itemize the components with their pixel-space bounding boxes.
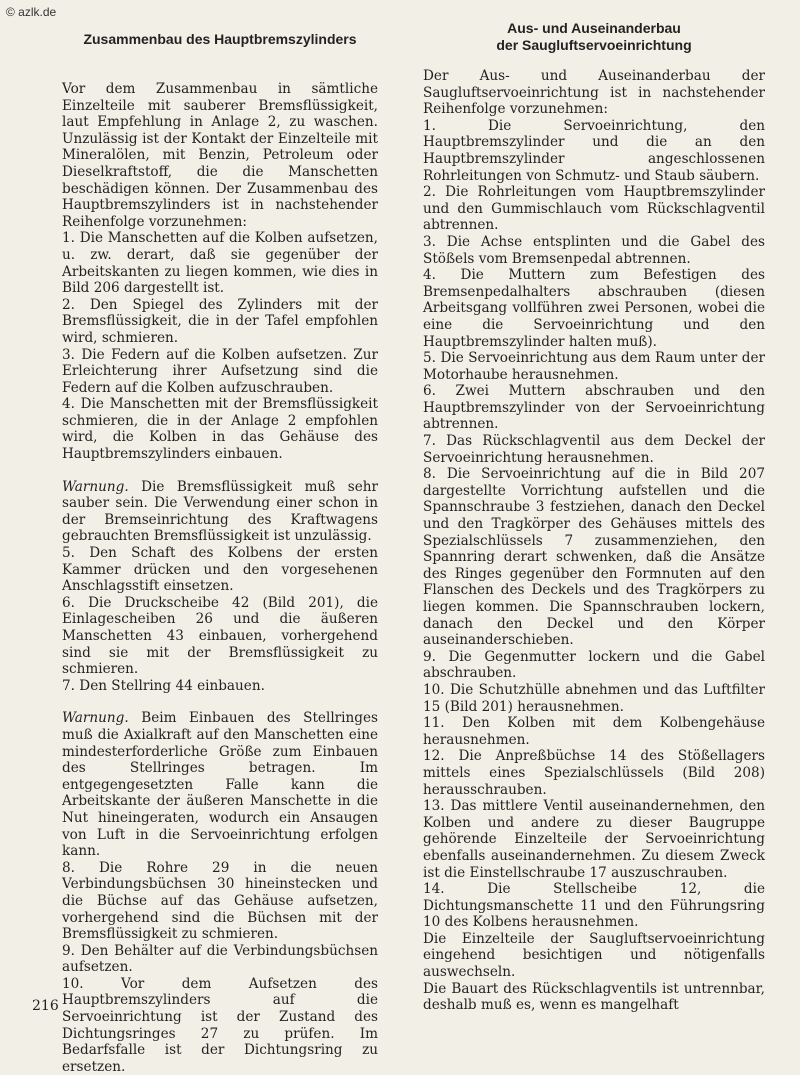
right-step-2: 2. Die Rohrleitungen vom Hauptbremszylinder und den Gummischlauch vom Rückschlagventil abtrennen. (423, 184, 765, 234)
right-step-7: 7. Das Rückschlagventil aus dem Deckel der Servoeinrichtung herausnehmen. (423, 433, 765, 466)
right-step-10: 10. Die Schutzhülle abnehmen und das Luftfilter 15 (Bild 201) herausnehmen. (423, 681, 765, 715)
right-step-6: 6. Zwei Muttern abschrauben und den Hauptbremszylinder von der Servoeinrichtung abtrennen. (423, 383, 765, 433)
right-heading-line-1: Aus- und Auseinanderbau (507, 20, 681, 36)
left-step-7: 7. Den Stellring 44 einbauen. (62, 677, 265, 694)
warning-text: Die Bremsflüssigkeit muß sehr sauber sein. Die Verwendung einer schon in der Bremseinrichtung des Kraftwagens gebrauchten Bremsflüssigkeit ist unzulässig. (62, 478, 378, 545)
warning-text: Beim Einbauen des Stellringes muß die Axialkraft auf den Manschetten eine mindesterforderliche Größe zum Einbauen des Stellringes betragen. Im entgegengesetzten Falle kann die Arbeitskante der äußeren Manschette in die Nut hineingeraten, wodurch ein Ansaugen von Luft in die Servoeinrichtung erfolgen kann. (62, 710, 378, 860)
right-step-13: 13. Das mittlere Ventil auseinandernehmen, den Kolben und andere zu dieser Baugruppe gehörende Einzelteile der Servoeinrichtung ebenfalls auseinandernehmen. Zu diesem Zweck ist die Einstellschraube 17 auszuschrauben. (423, 798, 765, 881)
left-step-10: 10. Vor dem Aufsetzen des Hauptbremszylinders auf die Servoeinrichtung ist der Zustand des Dichtungsringes 27 zu prüfen. Im Bedarfsfalle ist der Dichtungsring zu ersetzen. (62, 975, 378, 1075)
right-step-1: 1. Die Servoeinrichtung, den Hauptbremszylinder und die an den Hauptbremszylinder angeschlossenen Rohrleitungen von Schmutz- und Staub säubern. (423, 117, 765, 184)
warning-label: Warnung. (62, 478, 129, 495)
warning-label: Warnung. (62, 710, 129, 727)
right-heading-line-2: der Saugluftservoeinrichtung (496, 37, 692, 53)
right-step-9: 9. Die Gegenmutter lockern und die Gabel abschrauben. (423, 648, 765, 682)
left-intro-paragraph: Vor dem Zusammenbau in sämtliche Einzelteile mit sauberer Bremsflüssigkeit, laut Empfehlung in Anlage 2, zu waschen. Unzulässig ist der Kontakt der Einzelteile mit Mineralölen, mit Benzin, Petroleum oder Dieselkraftstoff, die die Manschetten beschädigen können. Der Zusammenbau des Hauptbremszylinders ist in nachstehender Reihenfolge vorzunehmen: (62, 81, 378, 230)
left-step-6: 6. Die Druckscheibe 42 (Bild 201), die Einlagescheiben 26 und die äußeren Manschetten 43 einbauen, vorhergehend sind sie mit der Bremsflüssigkeit zu schmieren. (62, 594, 378, 678)
warning-paragraph-1 (62, 479, 378, 545)
right-step-11: 11. Den Kolben mit dem Kolbengehäuse herausnehmen. (423, 715, 765, 748)
right-step-5: 5. Die Servoeinrichtung aus dem Raum unter der Motorhaube herausnehmen. (423, 350, 765, 383)
left-step-2: 2. Den Spiegel des Zylinders mit der Bremsflüssigkeit, die in der Tafel empfohlen wird, schmieren. (62, 296, 378, 346)
right-outro-paragraph-2: Die Bauart des Rückschlagventils ist untrennbar, deshalb muß es, wenn es mangelhaft (423, 980, 765, 1014)
right-heading (423, 20, 765, 54)
right-intro-paragraph: Der Aus- und Auseinanderbau der Saugluftservoeinrichtung ist in nachstehender Reihenfolge vorzunehmen: (423, 68, 765, 118)
warning-paragraph-2 (62, 710, 378, 859)
left-column (62, 20, 378, 1075)
right-step-8: 8. Die Servoeinrichtung auf die in Bild 207 dargestellte Vorrichtung aufstellen und die Spannschraube 3 festziehen, danach den Deckel und den Tragkörper des Gehäuses mittels des Spezialschlüssels 7 zusammenziehen, den Spannring derart schwenken, daß die Ansätze des Ringes gegenüber den Formnuten auf den Flanschen des Deckels und des Tragkörpers zu liegen kommen. Die Spannschrauben lockern, danach den Deckel und den Körper auseinanderschieben. (423, 466, 765, 649)
spacer (62, 463, 378, 479)
right-column (423, 20, 765, 1014)
left-step-3: 3. Die Federn auf die Kolben aufsetzen. Zur Erleichterung ihrer Aufsetzung sind die Federn auf die Kolben aufzuschrauben. (62, 346, 378, 396)
right-step-4: 4. Die Muttern zum Befestigen des Bremsenpedalhalters abschrauben (diesen Arbeitsgang vollführen zwei Personen, wobei die eine die Servoeinrichtung und den Hauptbremszylinder halten muß). (423, 267, 765, 350)
left-step-5: 5. Den Schaft des Kolbens der ersten Kammer drücken und den vorgesehenen Anschlagsstift einsetzen. (62, 545, 378, 595)
right-step-12: 12. Die Anpreßbüchse 14 des Stößellagers mittels eines Spezialschlüssels (Bild 208) herausschrauben. (423, 748, 765, 798)
page-number: 216 (32, 998, 59, 1014)
right-outro-paragraph-1: Die Einzelteile der Saugluftservoeinrichtung eingehend besichtigen und nötigenfalls auswechseln. (423, 930, 765, 981)
spacer (62, 694, 378, 710)
left-step-1: 1. Die Manschetten auf die Kolben aufsetzen, u. zw. derart, daß sie gegenüber der Arbeitskanten zu liegen kommen, wie dies in Bild 206 dargestellt ist. (62, 230, 378, 297)
left-step-8: 8. Die Rohre 29 in die neuen Verbindungsbüchsen 30 hineinstecken und die Büchse auf das Gehäuse aufsetzen, vorhergehend sind die Büchsen mit der Bremsflüssigkeit zu schmieren. (62, 859, 378, 943)
right-step-14: 14. Die Stellscheibe 12, die Dichtungsmanschette 11 und den Führungsring 10 des Kolbens herausnehmen. (423, 881, 765, 931)
right-step-3: 3. Die Achse entsplinten und die Gabel des Stößels vom Bremsenpedal abtrennen. (423, 233, 765, 267)
left-step-4: 4. Die Manschetten mit der Bremsflüssigkeit schmieren, die in der Anlage 2 empfohlen wird, die Kolben in das Gehäuse des Hauptbremszylinders einbauen. (62, 396, 378, 463)
left-heading: Zusammenbau des Hauptbremszylinders (83, 31, 357, 47)
left-step-9: 9. Den Behälter auf die Verbindungsbüchsen aufsetzen. (62, 942, 378, 976)
watermark: © azlk.de (6, 5, 57, 19)
